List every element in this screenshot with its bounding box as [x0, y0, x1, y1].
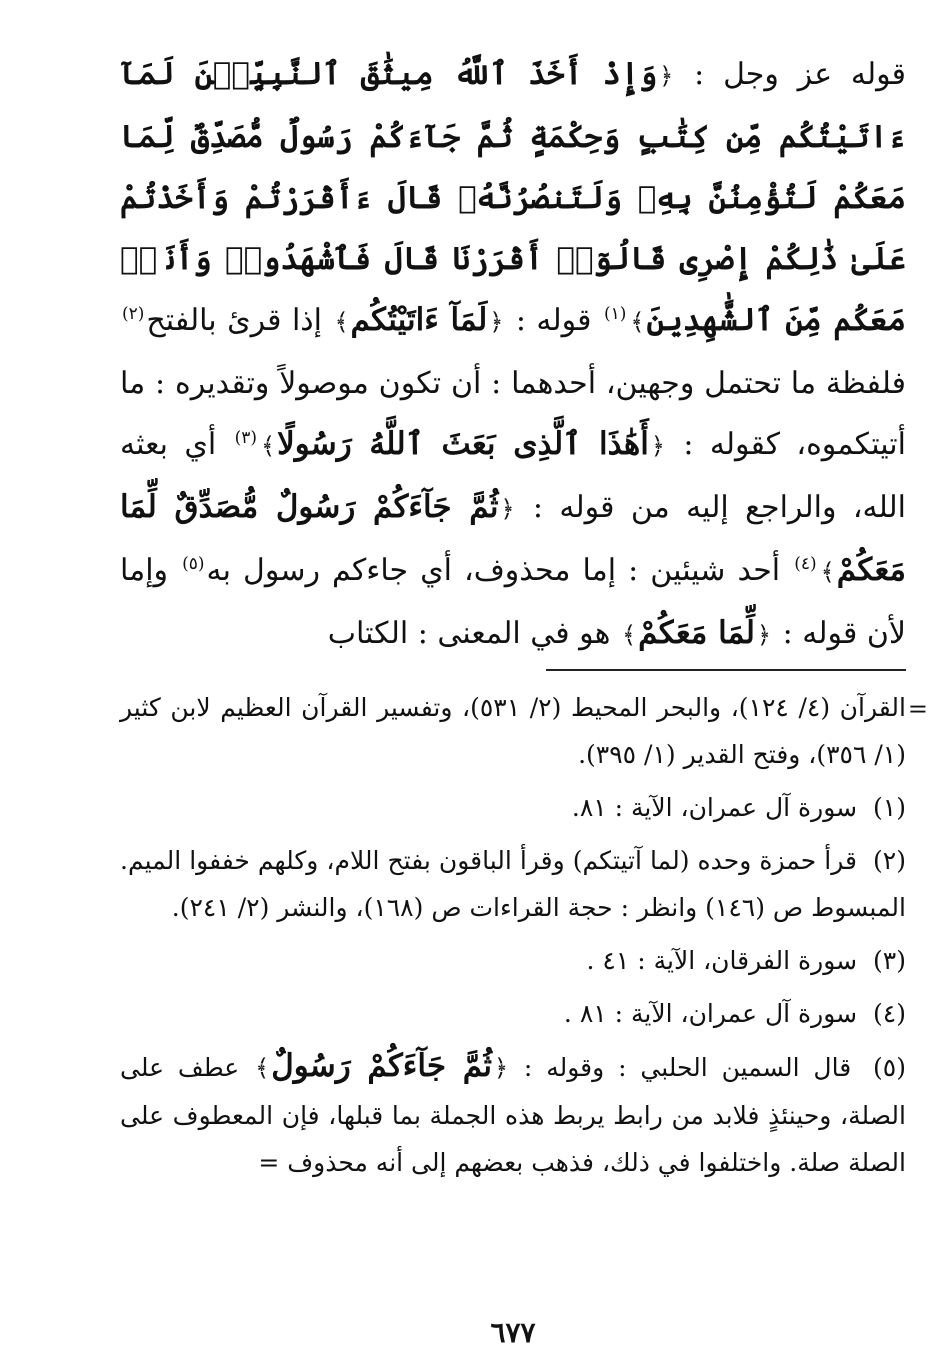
footnote-number: (١) [873, 793, 906, 822]
ornate-brace-close: ﴾ [261, 432, 276, 460]
footnote-separator-rule [546, 669, 906, 671]
ornate-brace-open: ﴿ [500, 495, 515, 523]
footnote-text: قرأ حمزة وحده (لما آتيتكم) وقرأ الباقون بفتح اللام، وكلهم خففوا الميم. المبسوط ص (١٤٦) وانظر : حجة القراءات ص (١٦٨)، والنشر (٢/ ٢٤١). [120, 846, 906, 922]
main-text-segment: قوله : [515, 303, 592, 338]
ornate-brace-close: ﴾ [630, 308, 645, 336]
ornate-brace-close: ﴾ [622, 621, 637, 649]
footnote-ref-1[interactable]: (١) [603, 304, 627, 324]
footnote-ref-2[interactable]: (٢) [122, 304, 145, 324]
quran-verse-quote: ثُمَّ جَآءَكُمْ رَسُولٌ [271, 1048, 492, 1084]
ornate-brace-open: ﴿ [493, 1054, 509, 1082]
ornate-brace-close: ﴾ [334, 308, 349, 336]
main-text-segment: أحد شيئين : إما محذوف، أي جاءكم رسول به [206, 553, 781, 588]
footnote-ref-3[interactable]: (٣) [234, 428, 258, 448]
main-text-block [120, 44, 906, 666]
main-text-segment: وإما لأن قوله : [120, 553, 906, 651]
ornate-brace-close: ﴾ [255, 1054, 270, 1082]
footnote-4 [120, 990, 906, 1037]
ornate-brace-open: ﴿ [757, 621, 772, 649]
footnote-continuation [120, 684, 928, 778]
footnote-number: (٤) [873, 999, 906, 1028]
page-number: ٦٧٧ [490, 1316, 536, 1349]
main-text-segment: هو في المعنى : الكتاب [327, 616, 611, 651]
main-text-segment: فلفظة ما تحتمل وجهين، أحدهما : أن تكون موصولاً وتقديره : ما أتيتكموه، كقوله : [120, 366, 906, 462]
footnote-text: سورة آل عمران، الآية : ٨١ . [563, 999, 858, 1028]
ornate-brace-close: ﴾ [820, 558, 835, 586]
quran-verse-quote: أَهَٰذَا ٱلَّذِى بَعَثَ ٱللَّهُ رَسُولًا [277, 426, 649, 462]
footnote-text: سورة الفرقان، الآية : ٤١ . [586, 946, 858, 975]
document-page [120, 44, 928, 1349]
quran-verse-quote: لَمَآ ءَاتَيْتُكُم [350, 302, 488, 338]
footnote-ref-4[interactable]: (٤) [794, 554, 817, 574]
footnote-number: (٥) [873, 1053, 906, 1082]
ornate-brace-open: ﴿ [489, 308, 504, 336]
footnote-number: (٢) [873, 846, 906, 875]
footnote-text: قال السمين الحلبي : وقوله : [523, 1053, 852, 1082]
footnote-text: عطف على الصلة، وحينئذٍ فلابد من رابط يربط هذه الجملة بما قبلها، فإن المعطوف على الصلة صلة. واختلفوا في ذلك، فذهب بعضهم إلى أنه محذوف = [120, 1053, 906, 1177]
quran-verse-quote: ثُمَّ جَآءَكُمْ رَسُولٌ مُّصَدِّقٌ لِّمَا مَعَكُمْ [120, 489, 907, 588]
footnote-2 [120, 837, 906, 931]
footnote-3 [120, 937, 906, 984]
footnote-text: سورة آل عمران، الآية : ٨١. [571, 793, 858, 822]
quran-verse-quote: لِّمَا مَعَكُمْ [638, 615, 755, 651]
footnote-5 [120, 1043, 906, 1186]
footnote-number: (٣) [873, 946, 906, 975]
footnote-ref-5[interactable]: (٥) [182, 554, 205, 574]
footnotes-section [120, 684, 928, 1192]
footnote-1 [120, 784, 906, 831]
ornate-brace-open: ﴿ [659, 62, 674, 90]
main-text-segment: أي بعثه الله، والراجع إليه من قوله : [120, 427, 906, 525]
ornate-brace-open: ﴿ [650, 432, 665, 460]
main-text-segment: إذا قرئ بالفتح [146, 303, 322, 338]
quran-verse-quote: وَإِذْ أَخَذَ ٱللَّهُ مِيثَٰقَ ٱلنَّبِيِّـۧنَ لَمَآ ءَاتَيْتُكُم مِّن كِتَٰبٍ وَحِكْمَةٍ ثُمَّ جَآءَكُمْ رَسُولٌ مُّصَدِّقٌ لِّمَا مَعَكُمْ لَتُؤْمِنُنَّ بِهِۦ وَلَتَنصُرُنَّهُۥ قَالَ ءَأَقْرَرْتُمْ وَأَخَذْتُمْ عَلَىٰ ذَٰلِكُمْ إِصْرِى قَالُوٓا۟ أَقْرَرْنَا قَالَ فَٱشْهَدُوا۟ وَأَنَا۠ مَعَكُم مِّنَ ٱلشَّٰهِدِينَ [120, 56, 906, 338]
footnote-text: القرآن (٤/ ١٢٤)، والبحر المحيط (٢/ ٥٣١)، وتفسير القرآن العظيم لابن كثير (١/ ٣٥٦)، وفتح القدير (١/ ٣٩٥). [120, 693, 906, 769]
main-text-segment: قوله عز وجل : [694, 57, 906, 92]
continuation-mark: = [907, 695, 928, 723]
